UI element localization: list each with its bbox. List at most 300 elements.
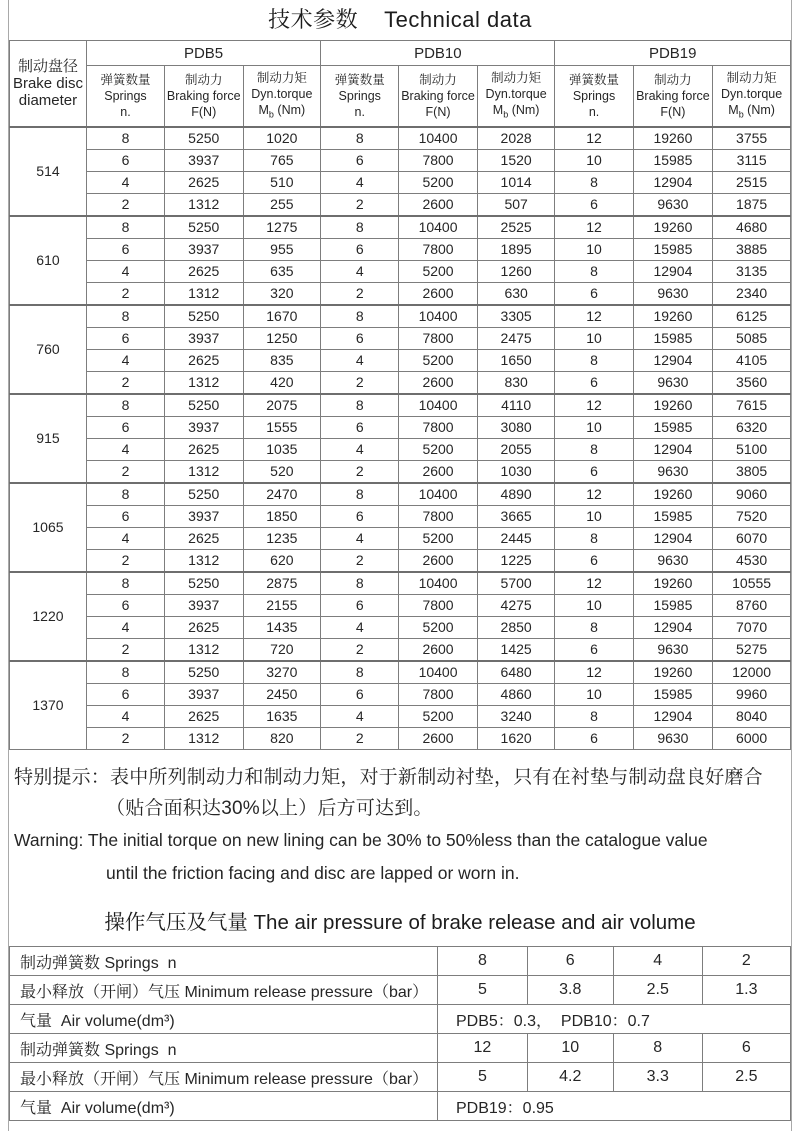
value-cell: 4 [613, 947, 702, 976]
value-cell: 955 [243, 239, 321, 261]
value-cell: 1555 [243, 417, 321, 439]
value-cell: 9060 [713, 483, 791, 506]
value-cell: 8 [86, 127, 164, 150]
row-label: 制动弹簧数 Springs n [10, 947, 438, 976]
value-cell: 1312 [165, 550, 243, 573]
diameter-cell: 915 [10, 394, 87, 483]
value-cell: 510 [243, 172, 321, 194]
value-cell: 3937 [165, 328, 243, 350]
value-cell: 19260 [633, 305, 713, 328]
row-label: 最小释放（开闸）气压 Minimum release pressure（bar） [10, 1063, 438, 1092]
value-cell: 5200 [399, 172, 477, 194]
value-cell: 820 [243, 728, 321, 750]
value-cell: 2450 [243, 684, 321, 706]
value-cell: 5200 [399, 439, 477, 461]
value-cell: 2 [86, 194, 164, 217]
page-title [9, 0, 791, 40]
value-cell: 2 [321, 194, 399, 217]
warning-note [9, 750, 791, 894]
value-cell: 8 [86, 572, 164, 595]
value-cell: 635 [243, 261, 321, 283]
value-cell: 6070 [713, 528, 791, 550]
value-cell: 1635 [243, 706, 321, 728]
value-cell: 2 [321, 550, 399, 573]
value-cell: 10400 [399, 661, 477, 684]
value-cell: 6 [321, 239, 399, 261]
value-cell: 8 [86, 305, 164, 328]
table-row [10, 976, 791, 1005]
value-cell: 6 [321, 150, 399, 172]
value-cell: 7800 [399, 417, 477, 439]
value-cell: 10400 [399, 305, 477, 328]
value-cell: 5100 [713, 439, 791, 461]
warning-zh-line1: 特别提示：表中所列制动力和制动力矩，对于新制动衬垫，只有在衬垫与制动盘良好磨合 [14, 767, 763, 788]
span-value-cell: PDB19：0.95 [437, 1092, 790, 1121]
value-cell: 6 [86, 328, 164, 350]
value-cell: 3665 [477, 506, 555, 528]
value-cell: 320 [243, 283, 321, 306]
value-cell: 4 [321, 706, 399, 728]
value-cell: 12904 [633, 350, 713, 372]
value-cell: 765 [243, 150, 321, 172]
value-cell: 8 [555, 261, 633, 283]
table-row [10, 350, 791, 372]
value-cell: 12 [555, 661, 633, 684]
value-cell: 2625 [165, 617, 243, 639]
value-cell: 1312 [165, 639, 243, 662]
value-cell: 1312 [165, 461, 243, 484]
value-cell: 6 [321, 595, 399, 617]
value-cell: 2875 [243, 572, 321, 595]
value-cell: 6 [86, 417, 164, 439]
value-cell: 5200 [399, 528, 477, 550]
value-cell: 9630 [633, 194, 713, 217]
value-cell: 6 [702, 1034, 790, 1063]
table-row [10, 216, 791, 239]
value-cell: 8 [321, 394, 399, 417]
value-cell: 2.5 [613, 976, 702, 1005]
value-cell: 507 [477, 194, 555, 217]
value-cell: 9960 [713, 684, 791, 706]
value-cell: 520 [243, 461, 321, 484]
value-cell: 19260 [633, 572, 713, 595]
table-row [10, 239, 791, 261]
value-cell: 2 [321, 639, 399, 662]
header-dyn-torque-pdb5: 制动力矩 Dyn.torque $M_b$ (Nm) [243, 66, 321, 128]
value-cell: 12904 [633, 261, 713, 283]
table-row [10, 194, 791, 217]
value-cell: 3270 [243, 661, 321, 684]
value-cell: 8 [555, 439, 633, 461]
table-row [10, 305, 791, 328]
table-row [10, 661, 791, 684]
value-cell: 7070 [713, 617, 791, 639]
value-cell: 2 [86, 372, 164, 395]
value-cell: 7800 [399, 684, 477, 706]
value-cell: 2028 [477, 127, 555, 150]
value-cell: 8 [86, 661, 164, 684]
table-row [10, 639, 791, 662]
value-cell: 5 [437, 976, 527, 1005]
value-cell: 630 [477, 283, 555, 306]
value-cell: 1035 [243, 439, 321, 461]
value-cell: 1620 [477, 728, 555, 750]
value-cell: 12 [555, 216, 633, 239]
value-cell: 2075 [243, 394, 321, 417]
value-cell: 620 [243, 550, 321, 573]
value-cell: 4 [321, 617, 399, 639]
table-row [10, 572, 791, 595]
value-cell: 1850 [243, 506, 321, 528]
value-cell: 1250 [243, 328, 321, 350]
value-cell: 5250 [165, 127, 243, 150]
corner-en1: Brake disc [12, 75, 83, 92]
value-cell: 2.5 [702, 1063, 790, 1092]
value-cell: 2445 [477, 528, 555, 550]
value-cell: 7800 [399, 506, 477, 528]
value-cell: 6 [321, 506, 399, 528]
warning-zh-line2: （贴合面积达30%以上）后方可达到。 [106, 798, 433, 819]
value-cell: 8 [555, 617, 633, 639]
table-row [10, 506, 791, 528]
value-cell: 8 [86, 216, 164, 239]
table-row [10, 684, 791, 706]
value-cell: 2600 [399, 639, 477, 662]
table-row [10, 728, 791, 750]
value-cell: 5 [437, 1063, 527, 1092]
table-row [10, 283, 791, 306]
table-row [10, 617, 791, 639]
value-cell: 830 [477, 372, 555, 395]
value-cell: 7800 [399, 150, 477, 172]
value-cell: 1020 [243, 127, 321, 150]
value-cell: 3885 [713, 239, 791, 261]
diameter-cell: 514 [10, 127, 87, 216]
header-braking-force-pdb19: 制动力 Braking force F(N) [633, 66, 713, 128]
value-cell: 5275 [713, 639, 791, 662]
warning-en-line1: Warning: The initial torque on new lining can be 30% to 50%less than the catalogue value [14, 830, 708, 850]
value-cell: 835 [243, 350, 321, 372]
value-cell: 7520 [713, 506, 791, 528]
value-cell: 10400 [399, 394, 477, 417]
value-cell: 3560 [713, 372, 791, 395]
table-row [10, 439, 791, 461]
value-cell: 1030 [477, 461, 555, 484]
value-cell: 8760 [713, 595, 791, 617]
value-cell: 6 [86, 150, 164, 172]
value-cell: 6 [527, 947, 613, 976]
value-cell: 8 [555, 528, 633, 550]
value-cell: 19260 [633, 127, 713, 150]
value-cell: 10 [555, 150, 633, 172]
value-cell: 8 [321, 483, 399, 506]
header-dyn-torque-pdb19: 制动力矩 Dyn.torque $M_b$ (Nm) [713, 66, 791, 128]
value-cell: 10 [555, 328, 633, 350]
value-cell: 2600 [399, 194, 477, 217]
value-cell: 8 [321, 661, 399, 684]
header-springs-pdb19: 弹簧数量 Springs n. [555, 66, 633, 128]
header-model-pdb10: PDB10 [321, 41, 555, 66]
value-cell: 8 [613, 1034, 702, 1063]
corner-en2: diameter [18, 92, 78, 109]
value-cell: 1895 [477, 239, 555, 261]
value-cell: 2625 [165, 706, 243, 728]
value-cell: 2525 [477, 216, 555, 239]
value-cell: 420 [243, 372, 321, 395]
value-cell: 4530 [713, 550, 791, 573]
value-cell: 2625 [165, 528, 243, 550]
value-cell: 7800 [399, 239, 477, 261]
value-cell: 2600 [399, 461, 477, 484]
value-cell: 4680 [713, 216, 791, 239]
value-cell: 5200 [399, 617, 477, 639]
diameter-cell: 610 [10, 216, 87, 305]
value-cell: 4 [86, 706, 164, 728]
value-cell: 7800 [399, 595, 477, 617]
value-cell: 3.8 [527, 976, 613, 1005]
value-cell: 10 [555, 417, 633, 439]
table-row [10, 1092, 791, 1121]
value-cell: 12 [555, 572, 633, 595]
value-cell: 6 [86, 239, 164, 261]
corner-zh: 制动盘径 [17, 58, 78, 75]
value-cell: 2 [321, 283, 399, 306]
table-row [10, 372, 791, 395]
header-dyn-torque-pdb10: 制动力矩 Dyn.torque $M_b$ (Nm) [477, 66, 555, 128]
value-cell: 6 [86, 506, 164, 528]
pressure-table [9, 946, 791, 1121]
value-cell: 9630 [633, 461, 713, 484]
value-cell: 2850 [477, 617, 555, 639]
page-title-en: Technical data [384, 7, 532, 32]
table-row [10, 127, 791, 150]
value-cell: 15985 [633, 417, 713, 439]
value-cell: 1260 [477, 261, 555, 283]
value-cell: 8 [321, 305, 399, 328]
value-cell: 6125 [713, 305, 791, 328]
value-cell: 3937 [165, 150, 243, 172]
value-cell: 3805 [713, 461, 791, 484]
table-row [10, 150, 791, 172]
header-model-pdb19: PDB19 [555, 41, 791, 66]
value-cell: 4890 [477, 483, 555, 506]
value-cell: 10400 [399, 572, 477, 595]
value-cell: 2600 [399, 550, 477, 573]
value-cell: 5200 [399, 706, 477, 728]
value-cell: 3755 [713, 127, 791, 150]
value-cell: 6000 [713, 728, 791, 750]
value-cell: 2625 [165, 261, 243, 283]
value-cell: 6480 [477, 661, 555, 684]
technical-data-table [9, 40, 791, 750]
value-cell: 1650 [477, 350, 555, 372]
value-cell: 12 [437, 1034, 527, 1063]
header-braking-force-pdb5: 制动力 Braking force F(N) [165, 66, 243, 128]
page-frame [8, 0, 792, 1131]
table-row [10, 1034, 791, 1063]
value-cell: 12 [555, 127, 633, 150]
value-cell: 1275 [243, 216, 321, 239]
header-model-pdb5: PDB5 [86, 41, 320, 66]
header-braking-force-pdb10: 制动力 Braking force F(N) [399, 66, 477, 128]
value-cell: 6 [321, 328, 399, 350]
value-cell: 5700 [477, 572, 555, 595]
value-cell: 2 [86, 461, 164, 484]
value-cell: 1670 [243, 305, 321, 328]
value-cell: 5250 [165, 483, 243, 506]
value-cell: 6 [321, 684, 399, 706]
table-row [10, 595, 791, 617]
value-cell: 6 [555, 461, 633, 484]
value-cell: 2 [321, 461, 399, 484]
value-cell: 15985 [633, 595, 713, 617]
header-springs-pdb10: 弹簧数量 Springs n. [321, 66, 399, 128]
value-cell: 10400 [399, 216, 477, 239]
value-cell: 9630 [633, 550, 713, 573]
table-row [10, 461, 791, 484]
value-cell: 6 [86, 595, 164, 617]
value-cell: 2600 [399, 283, 477, 306]
value-cell: 9630 [633, 639, 713, 662]
value-cell: 1312 [165, 728, 243, 750]
value-cell: 2 [321, 728, 399, 750]
value-cell: 6 [555, 283, 633, 306]
value-cell: 5250 [165, 572, 243, 595]
value-cell: 19260 [633, 483, 713, 506]
value-cell: 12904 [633, 706, 713, 728]
value-cell: 8 [86, 394, 164, 417]
value-cell: 1225 [477, 550, 555, 573]
value-cell: 8 [437, 947, 527, 976]
value-cell: 5200 [399, 261, 477, 283]
diameter-cell: 1220 [10, 572, 87, 661]
table-row [10, 483, 791, 506]
value-cell: 10 [555, 239, 633, 261]
value-cell: 10 [555, 595, 633, 617]
value-cell: 3937 [165, 595, 243, 617]
row-label: 制动弹簧数 Springs n [10, 1034, 438, 1063]
value-cell: 4 [86, 439, 164, 461]
value-cell: 3937 [165, 684, 243, 706]
value-cell: 6 [86, 684, 164, 706]
value-cell: 5250 [165, 661, 243, 684]
value-cell: 2 [321, 372, 399, 395]
value-cell: 2 [86, 550, 164, 573]
header-brake-disc-diameter [10, 41, 87, 128]
value-cell: 255 [243, 194, 321, 217]
table-row [10, 172, 791, 194]
pressure-table-body [10, 947, 791, 1121]
value-cell: 6 [555, 639, 633, 662]
value-cell: 15985 [633, 506, 713, 528]
row-label: 最小释放（开闸）气压 Minimum release pressure（bar） [10, 976, 438, 1005]
value-cell: 10555 [713, 572, 791, 595]
value-cell: 2600 [399, 728, 477, 750]
warning-en-line2: until the friction facing and disc are lapped or worn in. [106, 863, 520, 883]
value-cell: 6 [555, 194, 633, 217]
value-cell: 2475 [477, 328, 555, 350]
value-cell: 3135 [713, 261, 791, 283]
value-cell: 5250 [165, 394, 243, 417]
table-row [10, 261, 791, 283]
value-cell: 4 [86, 172, 164, 194]
value-cell: 2470 [243, 483, 321, 506]
value-cell: 2625 [165, 172, 243, 194]
value-cell: 8 [321, 216, 399, 239]
value-cell: 10 [555, 506, 633, 528]
table-row [10, 417, 791, 439]
value-cell: 5250 [165, 216, 243, 239]
value-cell: 1520 [477, 150, 555, 172]
table-row [10, 328, 791, 350]
value-cell: 1312 [165, 283, 243, 306]
table-row [10, 1005, 791, 1034]
pressure-section-title: 操作气压及气量 The air pressure of brake release and air volume [104, 911, 696, 934]
value-cell: 6 [555, 550, 633, 573]
table-row [10, 528, 791, 550]
value-cell: 1312 [165, 194, 243, 217]
value-cell: 4 [86, 350, 164, 372]
header-springs-pdb5: 弹簧数量 Springs n. [86, 66, 164, 128]
value-cell: 10400 [399, 483, 477, 506]
value-cell: 19260 [633, 216, 713, 239]
value-cell: 6 [321, 417, 399, 439]
value-cell: 4 [321, 350, 399, 372]
value-cell: 4 [321, 172, 399, 194]
table-row [10, 1063, 791, 1092]
value-cell: 4 [321, 439, 399, 461]
value-cell: 5250 [165, 305, 243, 328]
value-cell: 2600 [399, 372, 477, 395]
value-cell: 12904 [633, 439, 713, 461]
value-cell: 1435 [243, 617, 321, 639]
span-value-cell: PDB5：0.3， PDB10：0.7 [437, 1005, 790, 1034]
value-cell: 9630 [633, 283, 713, 306]
row-label: 气量 Air volume(dm³) [10, 1092, 438, 1121]
value-cell: 15985 [633, 150, 713, 172]
table-row [10, 550, 791, 573]
diameter-cell: 1370 [10, 661, 87, 750]
value-cell: 2 [86, 728, 164, 750]
value-cell: 2155 [243, 595, 321, 617]
row-label: 气量 Air volume(dm³) [10, 1005, 438, 1034]
value-cell: 7800 [399, 328, 477, 350]
value-cell: 12 [555, 305, 633, 328]
value-cell: 4 [86, 617, 164, 639]
diameter-cell: 760 [10, 305, 87, 394]
value-cell: 19260 [633, 394, 713, 417]
model-header-row [10, 41, 791, 66]
value-cell: 3937 [165, 239, 243, 261]
value-cell: 2625 [165, 350, 243, 372]
value-cell: 4860 [477, 684, 555, 706]
value-cell: 19260 [633, 661, 713, 684]
value-cell: 2055 [477, 439, 555, 461]
value-cell: 6320 [713, 417, 791, 439]
table-row [10, 947, 791, 976]
table-row [10, 394, 791, 417]
value-cell: 15985 [633, 328, 713, 350]
value-cell: 9630 [633, 728, 713, 750]
value-cell: 12 [555, 483, 633, 506]
value-cell: 10400 [399, 127, 477, 150]
diameter-cell: 1065 [10, 483, 87, 572]
value-cell: 4 [86, 528, 164, 550]
value-cell: 12904 [633, 528, 713, 550]
value-cell: 4105 [713, 350, 791, 372]
value-cell: 6 [555, 372, 633, 395]
value-cell: 8040 [713, 706, 791, 728]
